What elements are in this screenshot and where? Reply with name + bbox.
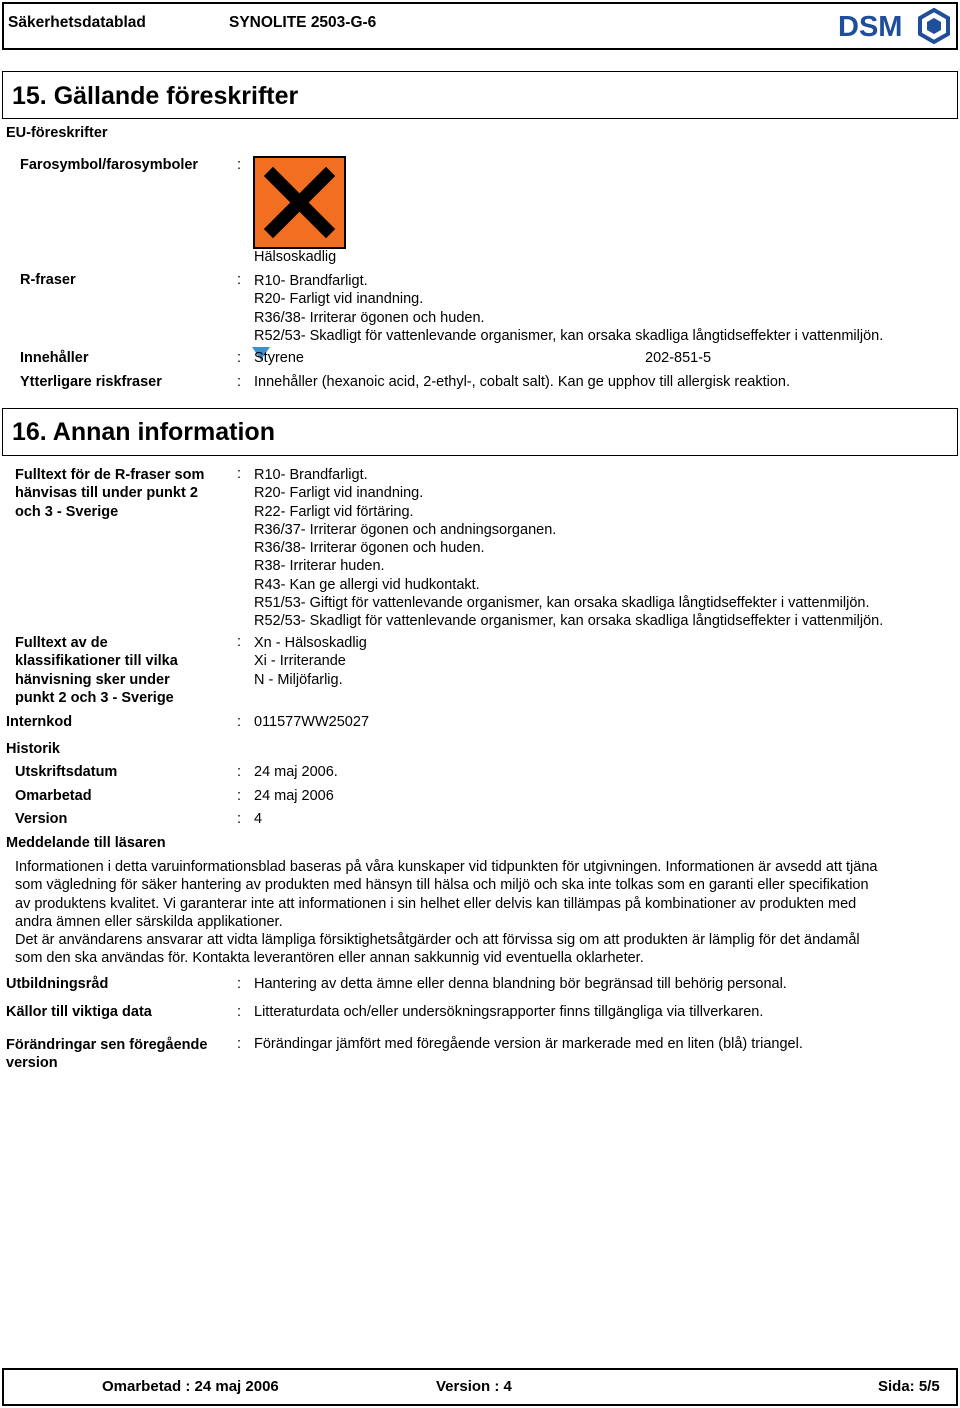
label-line: Fulltext av de (15, 635, 108, 651)
colon: : (237, 1036, 242, 1052)
colon: : (237, 764, 242, 780)
revised-label: Omarbetad (15, 788, 92, 804)
list-item: R52/53- Skadligt för vattenlevande organismer, kan orsaka skadliga långtidseffekter i vattenmiljön. (254, 613, 884, 630)
extra-risk-label: Ytterligare riskfraser (20, 374, 162, 390)
revised-value: 24 maj 2006 (254, 788, 334, 804)
footer-page: Sida: 5/5 (878, 1378, 940, 1395)
paragraph-line: Det är användarens ansvarar att vidta lämpliga försiktighetsåtgärder och att förvissa sig om att produkten är lämplig för det ändamål (15, 932, 860, 949)
colon: : (237, 788, 242, 804)
label-line: hänvisas till under punkt 2 (15, 485, 198, 502)
colon: : (237, 976, 242, 992)
list-item: R10- Brandfarligt. (254, 273, 368, 289)
paragraph-line: andra ämnen eller särskilda applikationer. (15, 913, 283, 930)
training-value: Hantering av detta ämne eller denna blandning bör begränsad till behörig personal. (254, 976, 787, 992)
internal-code-label: Internkod (6, 714, 73, 730)
contains-value: Styrene (254, 350, 304, 366)
list-item: R20- Farligt vid inandning. (254, 485, 424, 502)
list-item: R51/53- Giftigt för vattenlevande organismer, kan orsaka skadliga långtidseffekter i vattenmiljön. (254, 595, 870, 612)
contains-number: 202-851-5 (645, 350, 712, 366)
list-item: R22- Farligt vid förtäring. (254, 503, 414, 520)
colon: : (237, 811, 242, 827)
section-15-title: 15. Gällande föreskrifter (12, 82, 299, 110)
label-line: hänvisning sker under (15, 671, 170, 688)
fulltext-class-label (15, 634, 178, 707)
list-item: R36/38- Irriterar ögonen och huden. (254, 540, 485, 557)
sources-label: Källor till viktiga data (6, 1004, 152, 1020)
list-item: Xi - Irriterande (254, 653, 346, 670)
list-item: R36/38- Irriterar ögonen och huden. (254, 309, 485, 326)
fulltext-r-label (15, 466, 204, 521)
colon: : (237, 350, 242, 366)
label-line: Fulltext för de R-fraser som (15, 467, 205, 483)
label-line: och 3 - Sverige (15, 503, 119, 520)
eu-regulations-heading: EU-föreskrifter (6, 125, 108, 141)
training-label: Utbildningsråd (6, 976, 109, 992)
hazard-symbol-label: Farosymbol/farosymboler (20, 157, 199, 173)
paragraph-line: Informationen i detta varuinformationsblad baseras på våra kunskaper vid tidpunkten för utgivningen. Informationen är avsedd att tjäna (15, 859, 878, 875)
colon: : (237, 634, 242, 650)
list-item: R10- Brandfarligt. (254, 467, 368, 483)
document-type: Säkerhetsdatablad (8, 14, 146, 31)
paragraph-line: av produktens kvalitet. Vi garanterar inte att informationen i sin helhet eller delvis kan tillämpas på kombinationer av produkten med (15, 895, 857, 912)
list-item: R38- Irriterar huden. (254, 558, 385, 575)
print-date-value: 24 maj 2006. (254, 764, 338, 780)
colon: : (237, 157, 242, 173)
paragraph-line: som den ska användas för. Kontakta leverantören eller annan sakkunnig vid eventuella oklarheter. (15, 950, 644, 967)
sources-value: Litteraturdata och/eller undersökningsrapporter finns tillgängliga via tillverkaren. (254, 1004, 764, 1020)
list-item: Xn - Hälsoskadlig (254, 635, 367, 651)
list-item: R36/37- Irriterar ögonen och andningsorganen. (254, 521, 557, 538)
colon: : (237, 714, 242, 730)
colon: : (237, 272, 242, 288)
list-item: R20- Farligt vid inandning. (254, 291, 424, 308)
label-line: klassifikationer till vilka (15, 653, 178, 670)
version-label: Version (15, 811, 68, 827)
colon: : (237, 374, 242, 390)
changes-value: Förändingar jämfört med föregående version är markerade med en liten (blå) triangel. (254, 1036, 803, 1052)
list-item: R52/53- Skadligt för vattenlevande organismer, kan orsaka skadliga långtidseffekter i vattenmiljön. (254, 327, 884, 344)
label-line: punkt 2 och 3 - Sverige (15, 689, 174, 706)
extra-risk-value: Innehåller (hexanoic acid, 2-ethyl-, cobalt salt). Kan ge upphov till allergisk reaktion. (254, 374, 790, 390)
colon: : (237, 466, 242, 482)
section-16-title: 16. Annan information (12, 418, 275, 446)
internal-code-value: 011577WW25027 (254, 714, 370, 730)
label-line: version (6, 1055, 58, 1072)
hazard-caption: Hälsoskadlig (254, 249, 337, 265)
fulltext-r-list (254, 466, 883, 631)
version-value: 4 (254, 811, 263, 827)
logo-text: DSM (838, 11, 903, 43)
changes-label (6, 1036, 207, 1073)
product-name: SYNOLITE 2503-G-6 (229, 14, 377, 31)
list-item: N - Miljöfarlig. (254, 671, 343, 688)
print-date-label: Utskriftsdatum (15, 764, 118, 780)
footer-revised: Omarbetad : 24 maj 2006 (102, 1378, 279, 1395)
r-phrases-list (254, 272, 883, 345)
hazard-x-icon (253, 156, 346, 249)
reader-note-heading: Meddelande till läsaren (6, 835, 166, 851)
colon: : (237, 1004, 242, 1020)
reader-note-text (15, 858, 877, 968)
r-phrases-label: R-fraser (20, 272, 76, 288)
footer-version: Version : 4 (436, 1378, 512, 1395)
paragraph-line: som vägledning för säker hantering av produkten med hänsyn till hälsa och miljö och ska inte tolkas som en garanti eller specifikation (15, 877, 869, 894)
dsm-logo (838, 8, 952, 44)
label-line: Förändringar sen föregående (6, 1037, 208, 1053)
list-item: R43- Kan ge allergi vid hudkontakt. (254, 576, 480, 593)
history-heading: Historik (6, 741, 60, 757)
fulltext-class-list (254, 634, 367, 689)
contains-label: Innehåller (20, 350, 89, 366)
